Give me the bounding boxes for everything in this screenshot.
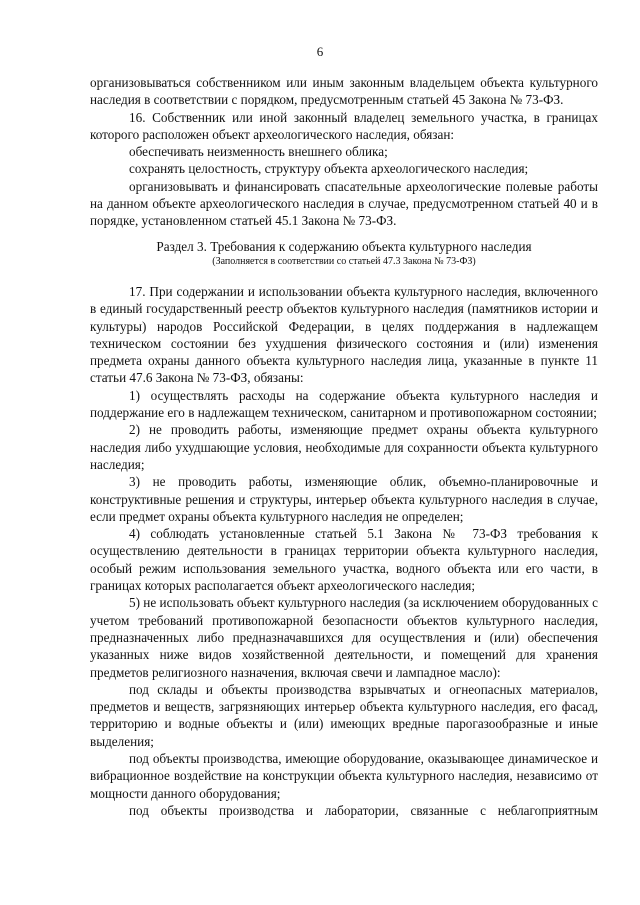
page-number: 6 <box>316 44 324 59</box>
paragraph: организовываться собственником или иным законным владельцем объекта культурного наследия в соответствии с порядком, предусмотренным статьей 45 Закона № 73-ФЗ. <box>90 75 598 108</box>
section-title: Раздел 3. Требования к содержанию объекта культурного наследия <box>156 238 532 254</box>
list-item: 2) не проводить работы, изменяющие предмет охраны объекта культурного наследия либо ухудшающие условия, необходимые для сохранности объекта культурного наследия; <box>90 422 598 472</box>
paragraph: 17. При содержании и использовании объекта культурного наследия, включенного в единый государственный реестр объектов культурного наследия (памятников истории и культуры) народов Российской Федерации, в целях поддержания в надлежащем техническом состоянии без ухудшения физического состояния и (или) изменения предмета охраны данного объекта культурного наследия лица, указанные в пункте 11 статьи 47.6 Закона № 73-ФЗ, обязаны: <box>90 283 598 386</box>
list-item: под склады и объекты производства взрывчатых и огнеопасных материалов, предметов и веществ, загрязняющих интерьер объекта культурного наследия, его фасад, территорию и водные объекты и (или) имеющих вредные парогазообразные и иные выделения; <box>90 681 598 749</box>
paragraph: обеспечивать неизменность внешнего облика; <box>129 144 388 160</box>
list-item: 5) не использовать объект культурного наследия (за исключением оборудованных с учетом требований противопожарной безопасности объектов культурного наследия, предназначенных либо предназначавшихся для осуществления и (или) обеспечения указанных ниже видов хозяйственной деятельности, и помещений для хранения предметов религиозного назначения, включая свечи и лампадное масло): <box>90 595 598 680</box>
paragraph: 16. Собственник или иной законный владелец земельного участка, в границах которого расположен объект археологического наследия, обязан: <box>90 109 598 142</box>
list-item: под объекты производства и лаборатории, связанные с неблагоприятным <box>129 802 598 818</box>
list-item: 1) осуществлять расходы на содержание объекта культурного наследия и поддержание его в надлежащем техническом, санитарном и противопожарном состоянии; <box>90 387 598 421</box>
document-body <box>90 74 598 819</box>
paragraph: организовывать и финансировать спасательные археологические полевые работы на данном объекте археологического наследия в случае, предусмотренном статьей 40 и в порядке, установленном статьей 45.1 Закона № 73-ФЗ. <box>90 178 598 229</box>
list-item: под объекты производства, имеющие оборудование, оказывающее динамическое и вибрационное воздействие на конструкции объекта культурного наследия, независимо от мощности данного оборудования; <box>90 750 598 801</box>
section-subtitle: (Заполняется в соответствии со статьей 47.3 Закона № 73-ФЗ) <box>212 255 476 267</box>
paragraph: сохранять целостность, структуру объекта археологического наследия; <box>129 161 529 177</box>
list-item: 4) соблюдать установленные статьей 5.1 Закона № 73-ФЗ требования к осуществлению деятельности в границах территории объекта культурного наследия, особый режим использования земельного участка, водного объекта или его части, в границах которых располагается объект археологического наследия; <box>90 526 598 594</box>
list-item: 3) не проводить работы, изменяющие облик, объемно-планировочные и конструктивные решения и структуры, интерьер объекта культурного наследия в случае, если предмет охраны объекта культурного наследия не определен; <box>90 474 598 524</box>
